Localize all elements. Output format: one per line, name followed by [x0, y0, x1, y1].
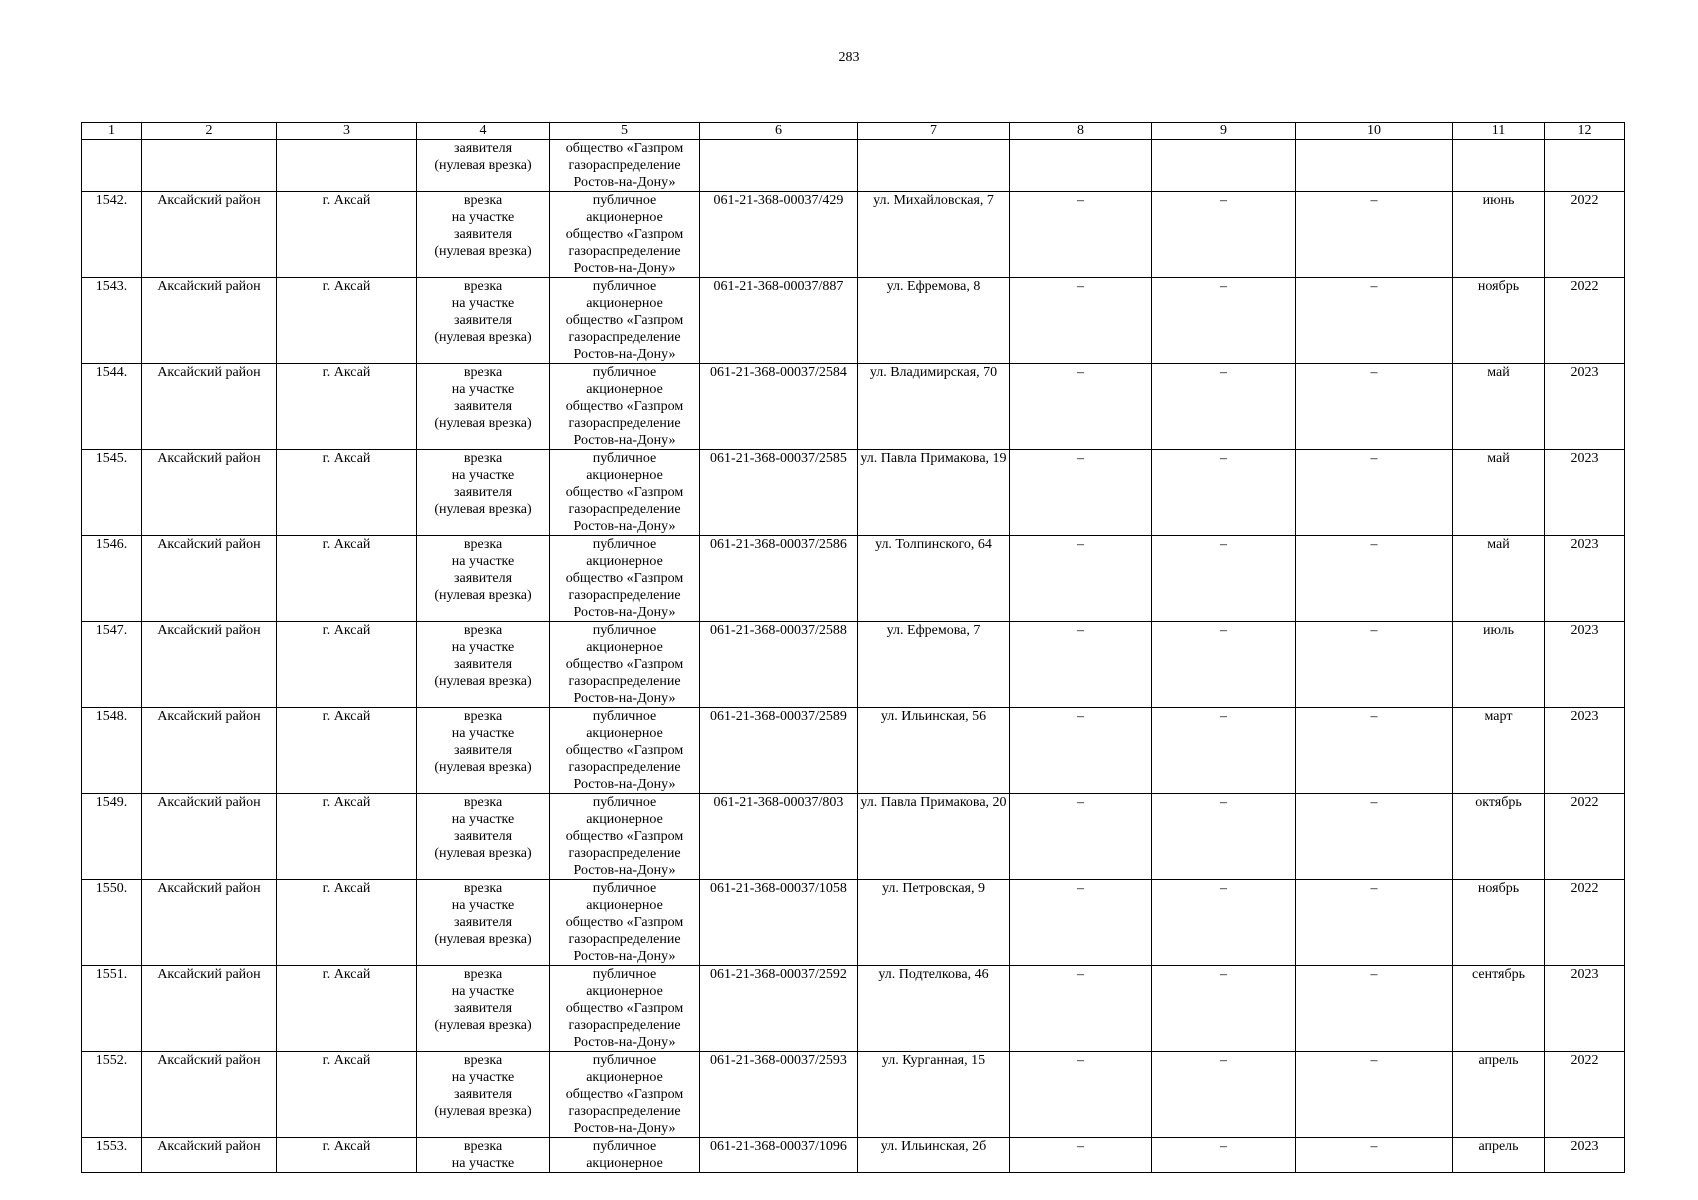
cell-col9: – — [1152, 192, 1296, 278]
column-header: 7 — [858, 123, 1010, 140]
cell-settlement: г. Аксай — [277, 192, 417, 278]
cell-settlement: г. Аксай — [277, 966, 417, 1052]
cell-district: Аксайский район — [142, 278, 277, 364]
cell-address: ул. Ефремова, 7 — [858, 622, 1010, 708]
cell-month: ноябрь — [1453, 278, 1545, 364]
cell-col8: – — [1010, 278, 1152, 364]
cell-col8: – — [1010, 450, 1152, 536]
cell-district: Аксайский район — [142, 1138, 277, 1173]
cell-code: 061-21-368-00037/2589 — [700, 708, 858, 794]
cell-district: Аксайский район — [142, 536, 277, 622]
table-row — [82, 450, 1625, 536]
cell-code: 061-21-368-00037/2593 — [700, 1052, 858, 1138]
cell-address: ул. Ильинская, 2б — [858, 1138, 1010, 1173]
column-header: 1 — [82, 123, 142, 140]
cell-year: 2022 — [1545, 278, 1625, 364]
cell-year: 2022 — [1545, 794, 1625, 880]
cell-month: октябрь — [1453, 794, 1545, 880]
table-row — [82, 880, 1625, 966]
cell-address: ул. Подтелкова, 46 — [858, 966, 1010, 1052]
cell-col10: – — [1296, 1052, 1453, 1138]
column-header: 9 — [1152, 123, 1296, 140]
cell-col8: – — [1010, 880, 1152, 966]
column-header: 2 — [142, 123, 277, 140]
cell-work-type: врезка на участке — [417, 1138, 550, 1173]
cell-settlement: г. Аксай — [277, 450, 417, 536]
cell-organization: публичное акционерное общество «Газпром газораспределение Ростов-на-Дону» — [550, 966, 700, 1052]
cell-number: 1547. — [82, 622, 142, 708]
cell-district: Аксайский район — [142, 880, 277, 966]
cell-number: 1542. — [82, 192, 142, 278]
cell-col8: – — [1010, 708, 1152, 794]
cell-work-type: врезка на участке заявителя (нулевая врезка) — [417, 364, 550, 450]
cell-district: Аксайский район — [142, 192, 277, 278]
cell-settlement — [277, 140, 417, 192]
cell-organization: публичное акционерное общество «Газпром газораспределение Ростов-на-Дону» — [550, 708, 700, 794]
cell-work-type: врезка на участке заявителя (нулевая врезка) — [417, 794, 550, 880]
cell-col10: – — [1296, 364, 1453, 450]
cell-month: июль — [1453, 622, 1545, 708]
cell-address: ул. Павла Примакова, 20 — [858, 794, 1010, 880]
cell-code: 061-21-368-00037/1096 — [700, 1138, 858, 1173]
registry-body — [82, 140, 1625, 1173]
cell-organization: публичное акционерное общество «Газпром газораспределение Ростов-на-Дону» — [550, 278, 700, 364]
cell-district: Аксайский район — [142, 1052, 277, 1138]
cell-settlement: г. Аксай — [277, 622, 417, 708]
cell-col9: – — [1152, 364, 1296, 450]
cell-code: 061-21-368-00037/1058 — [700, 880, 858, 966]
cell-address: ул. Петровская, 9 — [858, 880, 1010, 966]
cell-district — [142, 140, 277, 192]
cell-settlement: г. Аксай — [277, 880, 417, 966]
cell-col8: – — [1010, 192, 1152, 278]
cell-col9: – — [1152, 708, 1296, 794]
table-row — [82, 192, 1625, 278]
cell-settlement: г. Аксай — [277, 1052, 417, 1138]
cell-col9: – — [1152, 536, 1296, 622]
cell-code: 061-21-368-00037/2585 — [700, 450, 858, 536]
cell-month: май — [1453, 536, 1545, 622]
table-row — [82, 1052, 1625, 1138]
cell-work-type: врезка на участке заявителя (нулевая врезка) — [417, 708, 550, 794]
cell-address: ул. Владимирская, 70 — [858, 364, 1010, 450]
cell-code: 061-21-368-00037/887 — [700, 278, 858, 364]
cell-code — [700, 140, 858, 192]
cell-number: 1550. — [82, 880, 142, 966]
cell-col9: – — [1152, 966, 1296, 1052]
cell-code: 061-21-368-00037/2588 — [700, 622, 858, 708]
cell-number: 1545. — [82, 450, 142, 536]
cell-month — [1453, 140, 1545, 192]
cell-col8: – — [1010, 1138, 1152, 1173]
cell-organization: публичное акционерное общество «Газпром газораспределение Ростов-на-Дону» — [550, 536, 700, 622]
table-row — [82, 364, 1625, 450]
cell-work-type: врезка на участке заявителя (нулевая врезка) — [417, 966, 550, 1052]
cell-work-type: врезка на участке заявителя (нулевая врезка) — [417, 450, 550, 536]
cell-code: 061-21-368-00037/2592 — [700, 966, 858, 1052]
cell-number: 1544. — [82, 364, 142, 450]
column-header: 12 — [1545, 123, 1625, 140]
cell-col10: – — [1296, 880, 1453, 966]
cell-col9: – — [1152, 450, 1296, 536]
cell-number: 1543. — [82, 278, 142, 364]
cell-code: 061-21-368-00037/429 — [700, 192, 858, 278]
cell-year: 2022 — [1545, 880, 1625, 966]
cell-settlement: г. Аксай — [277, 278, 417, 364]
cell-work-type: заявителя (нулевая врезка) — [417, 140, 550, 192]
cell-col9: – — [1152, 880, 1296, 966]
cell-work-type: врезка на участке заявителя (нулевая врезка) — [417, 192, 550, 278]
cell-col9: – — [1152, 794, 1296, 880]
cell-year: 2023 — [1545, 450, 1625, 536]
column-header: 8 — [1010, 123, 1152, 140]
cell-col8 — [1010, 140, 1152, 192]
cell-work-type: врезка на участке заявителя (нулевая врезка) — [417, 1052, 550, 1138]
cell-number: 1548. — [82, 708, 142, 794]
cell-work-type: врезка на участке заявителя (нулевая врезка) — [417, 880, 550, 966]
cell-year: 2022 — [1545, 1052, 1625, 1138]
cell-month: апрель — [1453, 1138, 1545, 1173]
cell-number: 1551. — [82, 966, 142, 1052]
cell-col9: – — [1152, 1052, 1296, 1138]
cell-year: 2022 — [1545, 192, 1625, 278]
cell-work-type: врезка на участке заявителя (нулевая врезка) — [417, 278, 550, 364]
table-row-continued — [82, 1138, 1625, 1173]
cell-district: Аксайский район — [142, 450, 277, 536]
page-number: 283 — [838, 50, 860, 65]
cell-col8: – — [1010, 794, 1152, 880]
cell-month: апрель — [1453, 1052, 1545, 1138]
cell-organization: публичное акционерное общество «Газпром газораспределение Ростов-на-Дону» — [550, 364, 700, 450]
cell-month: ноябрь — [1453, 880, 1545, 966]
cell-col9 — [1152, 140, 1296, 192]
cell-month: май — [1453, 450, 1545, 536]
cell-year: 2023 — [1545, 622, 1625, 708]
cell-number: 1549. — [82, 794, 142, 880]
column-number-header — [82, 123, 1625, 140]
cell-district: Аксайский район — [142, 622, 277, 708]
cell-district: Аксайский район — [142, 966, 277, 1052]
cell-address: ул. Ефремова, 8 — [858, 278, 1010, 364]
cell-address: ул. Курганная, 15 — [858, 1052, 1010, 1138]
cell-settlement: г. Аксай — [277, 536, 417, 622]
cell-col8: – — [1010, 966, 1152, 1052]
cell-organization: публичное акционерное общество «Газпром газораспределение Ростов-на-Дону» — [550, 794, 700, 880]
column-header: 11 — [1453, 123, 1545, 140]
cell-col8: – — [1010, 536, 1152, 622]
cell-col10 — [1296, 140, 1453, 192]
cell-address — [858, 140, 1010, 192]
cell-number: 1552. — [82, 1052, 142, 1138]
cell-address: ул. Ильинская, 56 — [858, 708, 1010, 794]
cell-organization: публичное акционерное общество «Газпром газораспределение Ростов-на-Дону» — [550, 622, 700, 708]
cell-year — [1545, 140, 1625, 192]
cell-code: 061-21-368-00037/2584 — [700, 364, 858, 450]
cell-address: ул. Павла Примакова, 19 — [858, 450, 1010, 536]
column-header: 5 — [550, 123, 700, 140]
cell-address: ул. Михайловская, 7 — [858, 192, 1010, 278]
cell-code: 061-21-368-00037/2586 — [700, 536, 858, 622]
cell-year: 2023 — [1545, 708, 1625, 794]
cell-organization: публичное акционерное — [550, 1138, 700, 1173]
column-header: 6 — [700, 123, 858, 140]
table-row — [82, 622, 1625, 708]
cell-col10: – — [1296, 536, 1453, 622]
cell-col10: – — [1296, 278, 1453, 364]
cell-col10: – — [1296, 450, 1453, 536]
cell-organization: публичное акционерное общество «Газпром газораспределение Ростов-на-Дону» — [550, 880, 700, 966]
cell-month: май — [1453, 364, 1545, 450]
cell-organization: публичное акционерное общество «Газпром газораспределение Ростов-на-Дону» — [550, 1052, 700, 1138]
cell-month: сентябрь — [1453, 966, 1545, 1052]
cell-district: Аксайский район — [142, 794, 277, 880]
cell-organization: публичное акционерное общество «Газпром газораспределение Ростов-на-Дону» — [550, 450, 700, 536]
cell-number — [82, 140, 142, 192]
cell-settlement: г. Аксай — [277, 364, 417, 450]
cell-col8: – — [1010, 622, 1152, 708]
table-row-continued — [82, 140, 1625, 192]
cell-col8: – — [1010, 1052, 1152, 1138]
cell-district: Аксайский район — [142, 708, 277, 794]
cell-month: март — [1453, 708, 1545, 794]
cell-col10: – — [1296, 622, 1453, 708]
cell-district: Аксайский район — [142, 364, 277, 450]
cell-col10: – — [1296, 794, 1453, 880]
table-row — [82, 794, 1625, 880]
table-row — [82, 278, 1625, 364]
cell-year: 2023 — [1545, 364, 1625, 450]
cell-year: 2023 — [1545, 536, 1625, 622]
cell-col9: – — [1152, 278, 1296, 364]
cell-settlement: г. Аксай — [277, 1138, 417, 1173]
cell-col10: – — [1296, 708, 1453, 794]
cell-settlement: г. Аксай — [277, 708, 417, 794]
table-row — [82, 966, 1625, 1052]
cell-col10: – — [1296, 192, 1453, 278]
cell-work-type: врезка на участке заявителя (нулевая врезка) — [417, 536, 550, 622]
cell-year: 2023 — [1545, 1138, 1625, 1173]
cell-col10: – — [1296, 966, 1453, 1052]
column-header: 3 — [277, 123, 417, 140]
cell-work-type: врезка на участке заявителя (нулевая врезка) — [417, 622, 550, 708]
cell-settlement: г. Аксай — [277, 794, 417, 880]
cell-code: 061-21-368-00037/803 — [700, 794, 858, 880]
cell-col8: – — [1010, 364, 1152, 450]
cell-address: ул. Толпинского, 64 — [858, 536, 1010, 622]
cell-number: 1553. — [82, 1138, 142, 1173]
table-row — [82, 708, 1625, 794]
cell-col9: – — [1152, 1138, 1296, 1173]
column-header: 4 — [417, 123, 550, 140]
cell-month: июнь — [1453, 192, 1545, 278]
cell-col10: – — [1296, 1138, 1453, 1173]
cell-col9: – — [1152, 622, 1296, 708]
table-row — [82, 536, 1625, 622]
cell-organization: публичное акционерное общество «Газпром газораспределение Ростов-на-Дону» — [550, 192, 700, 278]
cell-number: 1546. — [82, 536, 142, 622]
cell-organization: общество «Газпром газораспределение Ростов-на-Дону» — [550, 140, 700, 192]
column-header: 10 — [1296, 123, 1453, 140]
cell-year: 2023 — [1545, 966, 1625, 1052]
registry-table — [81, 122, 1625, 1173]
